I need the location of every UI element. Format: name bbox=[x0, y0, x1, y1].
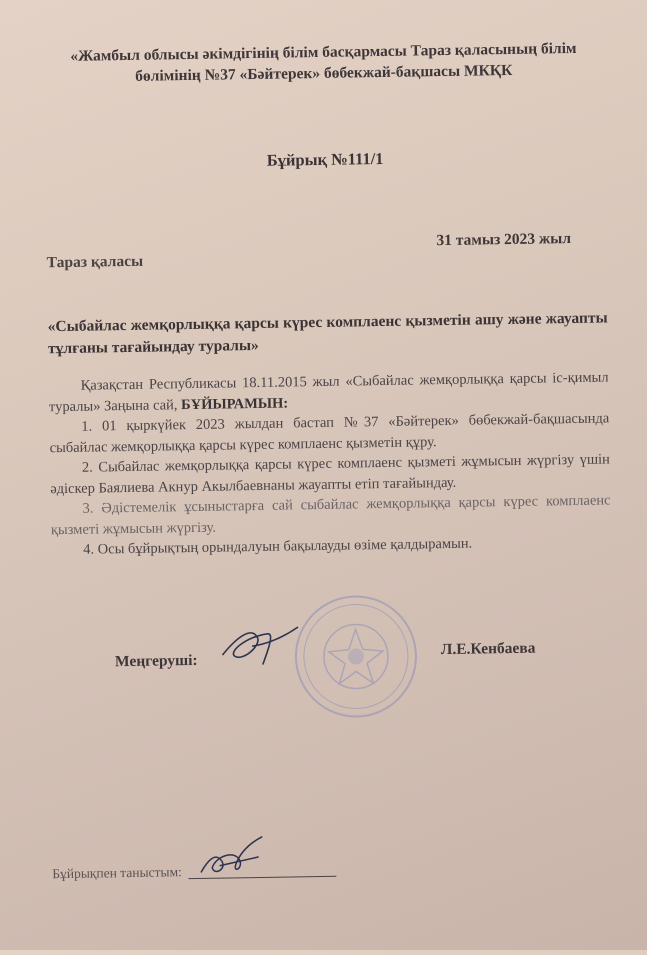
acknowledgement-label: Бұйрықпен таныстым: bbox=[52, 864, 182, 882]
manager-signature-icon bbox=[212, 615, 303, 676]
order-title: Бұйрық №111/1 bbox=[266, 148, 384, 170]
order-item: 4. Осы бұйрықтың орындалуын бақылауды өзіме қалдырамын. bbox=[83, 535, 473, 558]
signatory-role: Меңгеруші: bbox=[114, 651, 198, 671]
order-item: 2. Сыбайлас жемқорлыққа қарсы күрес комплаенс қызметі жұмысын жүргізу үшін әдіскер Баялиева Акнур Акылбаевнаны жауапты етіп тағайындау. bbox=[50, 451, 610, 497]
acknowledgement-signature-icon bbox=[196, 831, 267, 882]
order-body bbox=[48, 367, 611, 560]
order-item: 1. 01 қыркүйек 2023 жылдан бастап №37 «Бәйтерек» бөбекжай-бақшасында сыбайлас жемқорлыққа қарсы күрес комплаенс қызметін құру. bbox=[49, 410, 610, 456]
header-line-1: «Жамбыл облысы әкімдігінің білім басқармасы Тараз қаласының білім bbox=[70, 39, 577, 65]
preamble-emphasis: БҰЙЫРАМЫН: bbox=[180, 394, 289, 413]
official-stamp-icon bbox=[290, 590, 422, 722]
order-subject: «Сыбайлас жемқорлыққа қарсы күрес комплаенс қызметін ашу және жауапты тұлғаны тағайындау туралы» bbox=[47, 309, 608, 358]
order-item: 3. Әдістемелік ұсыныстарға сай сыбайлас жемқорлыққа қарсы күрес комплаенс қызметі жұмысын жүргізу. bbox=[50, 492, 611, 538]
signatory-name: Л.Е.Кенбаева bbox=[440, 639, 536, 659]
preamble-text: Қазақстан Республикасы 18.11.2015 жыл «Сыбайлас жемқорлыққа қарсы іс-қимыл туралы» Заңына сай, bbox=[48, 369, 609, 415]
place: Тараз қаласы bbox=[46, 252, 144, 272]
institution-header bbox=[33, 37, 614, 88]
header-line-2: бөлімінің №37 «Бәйтерек» бөбекжай-бақшасы МКҚК bbox=[135, 61, 513, 85]
order-date: 31 тамыз 2023 жыл bbox=[436, 230, 572, 250]
